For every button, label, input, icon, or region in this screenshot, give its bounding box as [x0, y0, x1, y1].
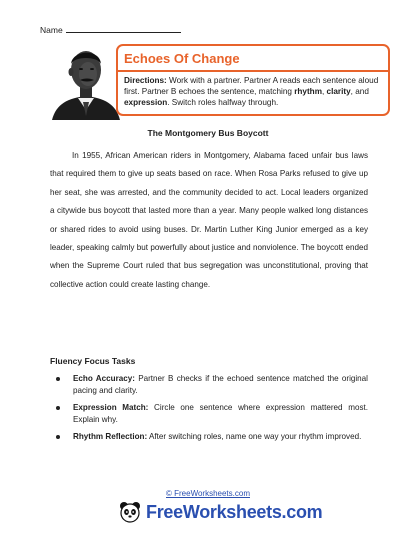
portrait-image: [50, 38, 122, 120]
directions-box: [116, 44, 390, 116]
directions-and: , and: [350, 87, 369, 96]
expression-word: expression: [124, 98, 168, 107]
task-text: After switching roles, name one way your rhythm improved.: [147, 432, 362, 442]
story-passage: [50, 147, 368, 294]
panda-icon: [118, 500, 142, 524]
list-item: [54, 431, 368, 443]
worksheet-title: Echoes Of Change: [124, 51, 240, 66]
name-line[interactable]: [66, 24, 181, 33]
site-logo[interactable]: [118, 500, 322, 524]
logo-free: Free: [146, 501, 183, 522]
rhythm-word: rhythm: [294, 87, 322, 96]
directions-comma: ,: [321, 87, 327, 96]
name-label: Name: [40, 25, 63, 35]
story-body: In 1955, African American riders in Montgomery, Alabama faced unfair bus laws that required them to give up seats based on race. When Rosa Parks refused to give up her seat, she was arrested, and the community decided to act. Local leaders organized a citywide bus boycott that lasted more than a year. Many people walked long distances or shared rides to avoid using buses. Dr. Martin Luther King Junior emerged as a key leader, speaking calmly but powerfully about justice and nonviolence. The boycott ended when the Supreme Court ruled that bus segregation was unconstitutional, proving that collective action could create lasting change.: [50, 151, 368, 289]
name-row: [40, 24, 181, 35]
task-text: Partner B checks if the echoed sentence matched the original pacing and clarity.: [73, 374, 368, 395]
task-label: Rhythm Reflection:: [73, 432, 148, 442]
fluency-heading: Fluency Focus Tasks: [50, 356, 136, 366]
directions-text: [124, 75, 382, 108]
clarity-word: clarity: [326, 87, 351, 96]
footer-link[interactable]: © FreeWorksheets.com: [166, 489, 250, 498]
task-label: Expression Match:: [73, 403, 149, 413]
title-divider: [118, 70, 388, 72]
task-label: Echo Accuracy:: [73, 374, 135, 383]
story-title: The Montgomery Bus Boycott: [147, 128, 269, 138]
list-item: [54, 373, 368, 396]
logo-worksheets: Worksheets.com: [182, 501, 323, 522]
fluency-task-list: [54, 373, 368, 449]
task-text: Circle one sentence where expression mattered most. Explain why.: [73, 403, 368, 424]
directions-part-1: Work with a partner. Partner A reads each sentence aloud first. Partner B echoes the sentence, matching: [124, 76, 379, 96]
list-item: [54, 402, 368, 425]
directions-part-2: . Switch roles halfway through.: [167, 98, 279, 107]
directions-label: Directions:: [124, 76, 167, 85]
logo-wordmark: [146, 502, 322, 523]
